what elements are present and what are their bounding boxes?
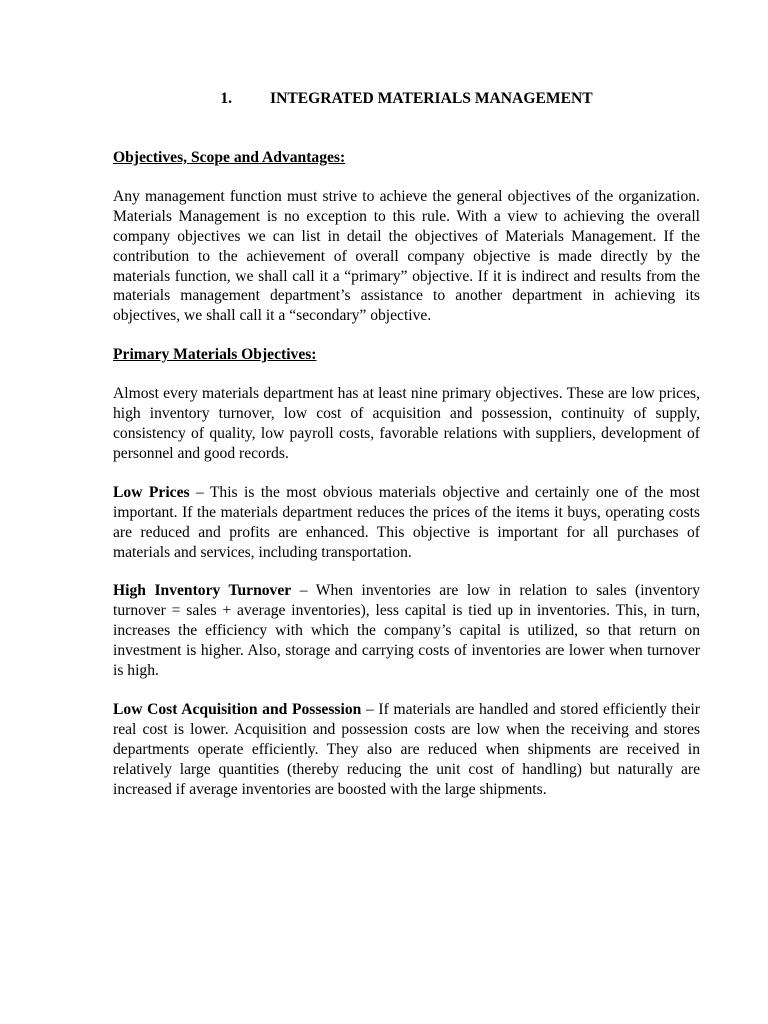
- paragraph-primary-objectives: Almost every materials department has at least nine primary objectives. These are low prices, high inventory turnover, low cost of acquisition and possession, continuity of supply, consistency of quality, low payroll costs, favorable relations with suppliers, development of personnel and good records.: [113, 385, 700, 462]
- title-number: 1.: [220, 90, 233, 107]
- paragraph-high-inventory-turnover: [113, 581, 700, 681]
- title-text: INTEGRATED MATERIALS MANAGEMENT: [270, 90, 593, 107]
- low-cost-acquisition-text: – If materials are handled and stored efficiently their real cost is lower. Acquisition and possession costs are low when the receiving and stores departments operate efficiently. They also are reduced when shipments are received in relatively large quantities (thereby reducing the unit cost of handling) but naturally are increased if average inventories are boosted with the large shipments.: [113, 700, 700, 798]
- high-inventory-turnover-text: – When inventories are low in relation to sales (inventory turnover = sales + average inventories), less capital is tied up in inventories. This, in turn, increases the efficiency with which the company’s capital is utilized, so that return on investment is higher. Also, storage and carrying costs of inventories are lower when turnover is high.: [113, 582, 700, 680]
- low-prices-heading: Low Prices: [113, 483, 190, 501]
- paragraph-low-cost-acquisition: [113, 700, 700, 800]
- heading-primary-materials-objectives: Primary Materials Objectives:: [113, 346, 317, 364]
- high-inventory-turnover-heading: High Inventory Turnover: [113, 582, 292, 600]
- document-title: [113, 89, 700, 109]
- paragraph-low-prices: [113, 483, 700, 563]
- low-cost-acquisition-heading: Low Cost Acquisition and Possession: [113, 700, 362, 718]
- paragraph-intro: Any management function must strive to achieve the general objectives of the organization. Materials Management is no exception to this rule. With a view to achieving the overall company objectives we can list in detail the objectives of Materials Management. If the contribution to the achievement of overall company objective is made directly by the materials function, we shall call it a “primary” objective. If it is indirect and results from the materials management department’s assistance to another department in achieving its objectives, we shall call it a “secondary” objective.: [113, 187, 700, 325]
- document-body: [113, 89, 700, 818]
- heading-objectives-scope-advantages: Objectives, Scope and Advantages:: [113, 149, 346, 166]
- low-prices-text: – This is the most obvious materials objective and certainly one of the most important. If the materials department reduces the prices of the items it buys, operating costs are reduced and profits are enhanced. This objective is important for all purchases of materials and services, including transportation.: [113, 483, 700, 561]
